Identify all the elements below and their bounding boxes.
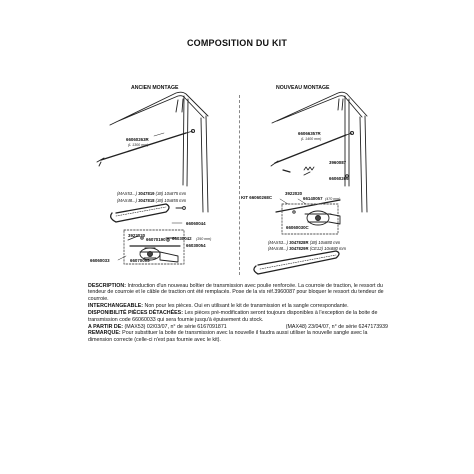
old-cable-ref: 66060263R (126, 137, 149, 142)
description-text: Introduction d'un nouveau boîtier de transmission avec poulie renforcée. La courroie de traction, le ressort du tendeur de courroie et le câble de traction ont été remplacés. Pose de la vis réf.3960087 pour bloquer le ressort du tendeur de courroie. (88, 283, 384, 302)
new-belt (254, 251, 339, 274)
new-ref-c: 66140057 (303, 196, 323, 201)
interchangeable-label: INTERCHANGEABLE: (88, 303, 144, 310)
old-assembly-heading: ANCIEN MONTAGE (131, 85, 179, 91)
old-ref-gearbox: 66060033 (90, 258, 110, 263)
remarque-paragraph (88, 330, 388, 343)
remarque-label: REMARQUE: (88, 330, 121, 337)
description-label: DESCRIPTION: (88, 283, 126, 289)
old-ref-b: 66070190 (146, 237, 166, 242)
new-cable-length: (L 1400 mm) (301, 137, 322, 141)
new-kit-ref: KIT 66060268C (241, 195, 272, 200)
interchangeable-text: Non pour les pièces. Oui en utilisant le kit de transmission et la sangle correspondante. (144, 303, 349, 310)
new-belt-line1: (MAX53...) 3047828R (38) 10x880 mm (268, 240, 341, 245)
a-partir-max53: (MAX53) 02/03/07, n° de série 6167091871 (124, 323, 227, 330)
description-paragraph (88, 283, 388, 302)
notes-block (88, 283, 388, 344)
disponibilite-paragraph (88, 310, 388, 323)
remarque-text: Pour substituer la boite de transmission avec la nouvelle il faudra aussi utiliser la nouvelle sangle avec la dimension correcte (celle-ci n'est pas fournie avec le kit). (88, 330, 368, 343)
old-ref-pulley: 66060044 (186, 221, 206, 226)
old-ref-e: 66070095 (130, 258, 150, 263)
new-assembly-heading: NOUVEAU MONTAGE (276, 85, 330, 91)
old-belt-line2: (MAX48...) 3047818 (38) 10x855 mm (117, 198, 187, 203)
new-ref-c-dim: (470 mm) (325, 197, 341, 201)
old-ref-c-dim: (350 mm) (196, 237, 212, 241)
old-ref-d: 66030054 (186, 243, 206, 248)
new-belt-line2: (MAX48...) 3047829R (CE12) 10x880 mm (268, 246, 346, 251)
old-ref-c: 66030042 (172, 236, 192, 241)
new-cable-ref: 66066357R (298, 131, 321, 136)
disponibilite-text: Les pièces pré-modification seront toujours disponibles à l'exception de la boite de transmission code 66060033 qui sera fournie jusqu'à épuisement du stock. (88, 310, 378, 323)
new-ref-gearbox: 66060030C (286, 225, 309, 230)
new-ref-spring: 3960087 (329, 160, 347, 165)
page-title: COMPOSITION DU KIT (186, 38, 288, 48)
new-ref-b: 3922020 (285, 191, 303, 196)
old-belt (111, 204, 169, 222)
a-partir-max48: (MAX48) 23/04/07, n° de série 6247173939 (285, 323, 388, 330)
new-ref-a: 66060266 (329, 176, 349, 181)
a-partir-label: A PARTIR DE: (88, 323, 124, 330)
old-belt-line1: (MAX53...) 3047819 (38) 10x875 mm (117, 191, 187, 196)
old-cable-length: (L 1300 mm) (128, 143, 149, 147)
old-cable (97, 129, 195, 166)
disponibilite-label: DISPONIBILITÉ PIÈCES DÉTACHÉES: (88, 310, 183, 317)
old-ref-a: 3922020 (128, 233, 146, 238)
interchangeable-paragraph (88, 303, 388, 309)
